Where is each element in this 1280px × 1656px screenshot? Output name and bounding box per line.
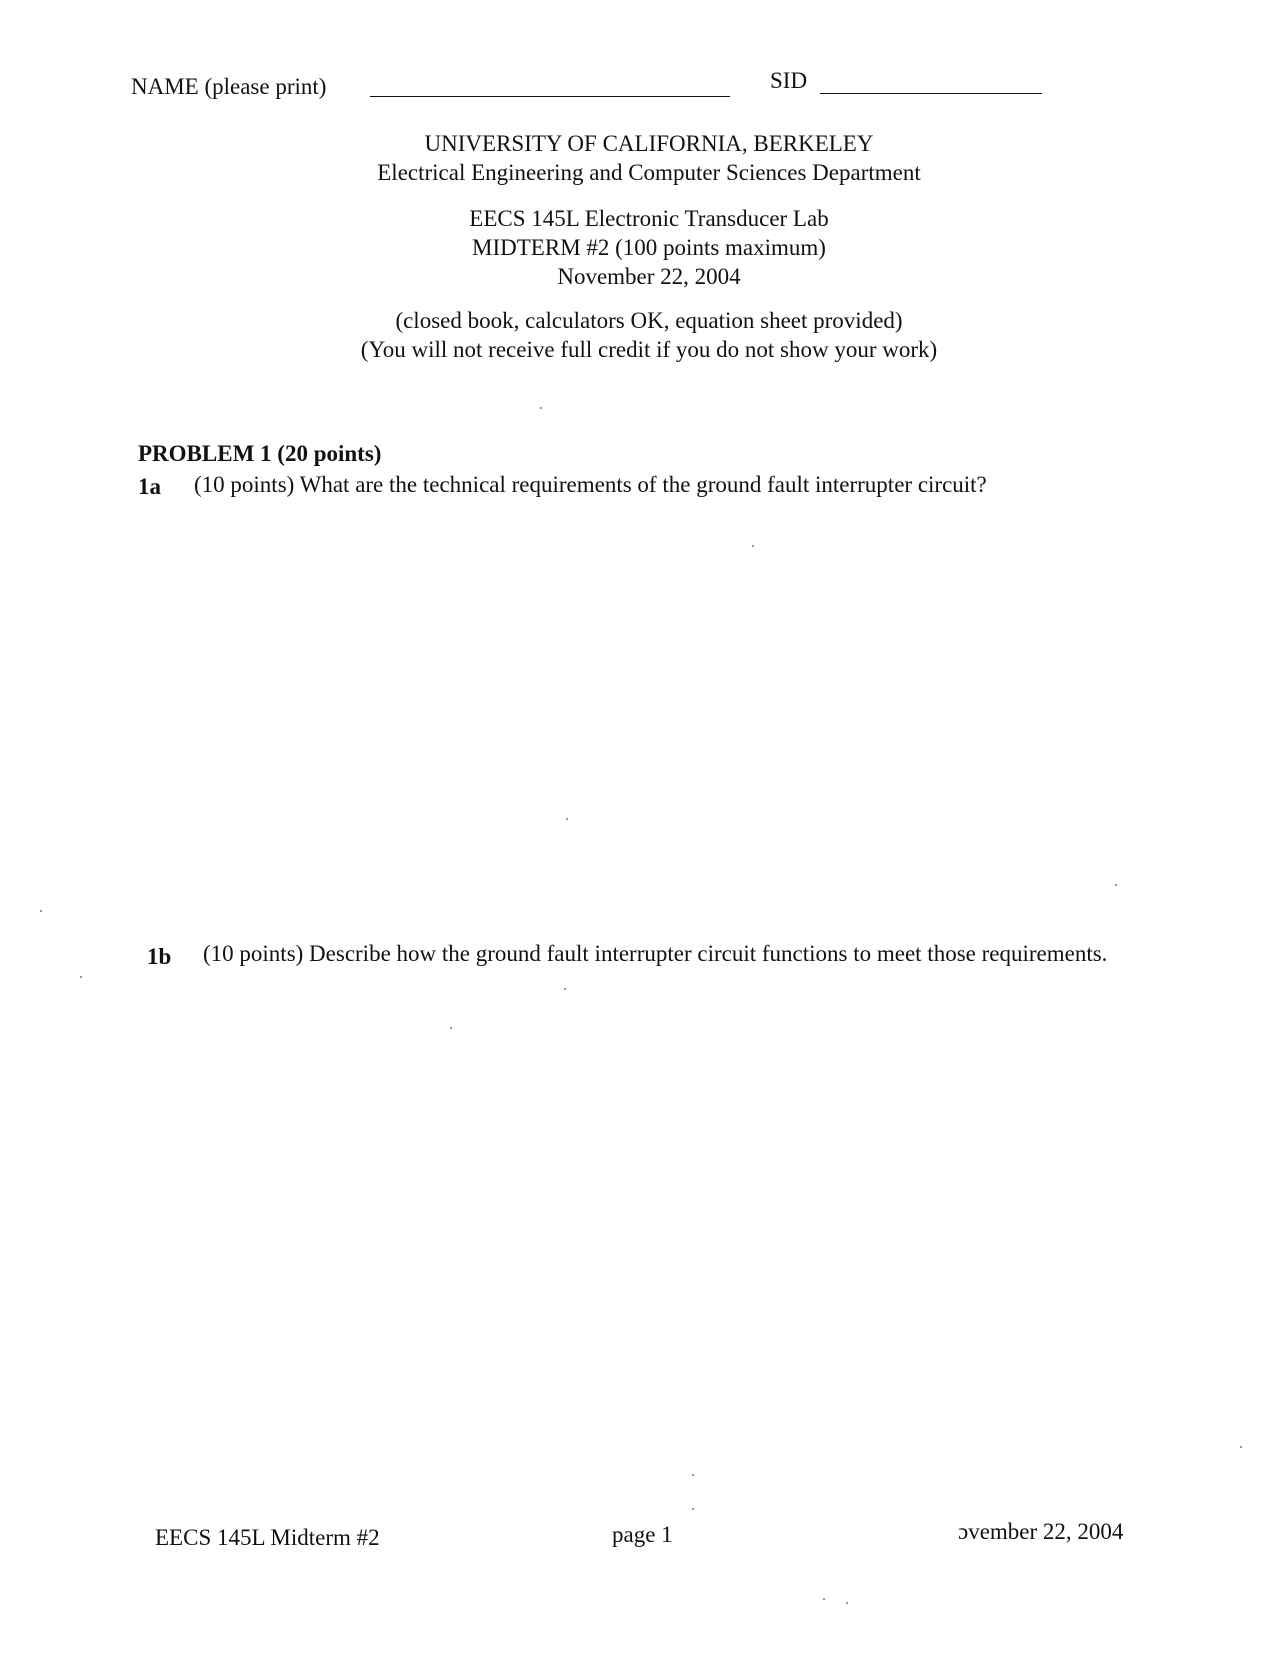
sid-blank-line[interactable]	[820, 93, 1042, 94]
scan-speck	[692, 1474, 694, 1476]
name-blank-line[interactable]	[370, 96, 730, 97]
problem-heading: PROBLEM 1 (20 points)	[138, 441, 382, 466]
instructions-block	[0, 306, 1280, 364]
university-name: UNIVERSITY OF CALIFORNIA, BERKELEY	[424, 131, 874, 156]
footer-course: EECS 145L Midterm #2	[155, 1525, 380, 1550]
question-1a-text: (10 points) What are the technical requirements of the ground fault interrupter circuit?	[194, 472, 987, 497]
footer-date: ɔvember 22, 2004	[958, 1519, 1124, 1544]
scan-speck	[1115, 884, 1117, 886]
instructions-line-2: (You will not receive full credit if you do not show your work)	[360, 337, 938, 362]
scan-speck	[564, 988, 566, 990]
title-block	[0, 129, 1280, 187]
exam-date: November 22, 2004	[557, 264, 741, 289]
department-name: Electrical Engineering and Computer Sciences Department	[377, 160, 921, 185]
name-label: NAME (please print)	[131, 74, 327, 99]
scan-speck	[566, 818, 568, 820]
question-1b-number: 1b	[147, 944, 172, 969]
scan-speck	[450, 1027, 452, 1029]
scan-speck	[40, 910, 42, 912]
question-1b-text: (10 points) Describe how the ground fault interrupter circuit functions to meet those requirements.	[203, 941, 1108, 966]
scan-speck	[1240, 1446, 1242, 1448]
exam-title: MIDTERM #2 (100 points maximum)	[472, 235, 826, 260]
question-1a-number: 1a	[138, 474, 161, 499]
footer-page-number: page 1	[612, 1522, 673, 1547]
course-title: EECS 145L Electronic Transducer Lab	[469, 206, 829, 231]
scan-speck	[846, 1602, 848, 1604]
scan-speck	[540, 407, 542, 409]
scan-speck	[752, 545, 754, 547]
scan-speck	[692, 1508, 694, 1510]
course-block	[0, 204, 1280, 291]
instructions-line-1: (closed book, calculators OK, equation sheet provided)	[395, 308, 903, 333]
scan-speck	[823, 1598, 825, 1600]
scan-speck	[80, 976, 82, 978]
sid-label: SID	[770, 68, 808, 93]
